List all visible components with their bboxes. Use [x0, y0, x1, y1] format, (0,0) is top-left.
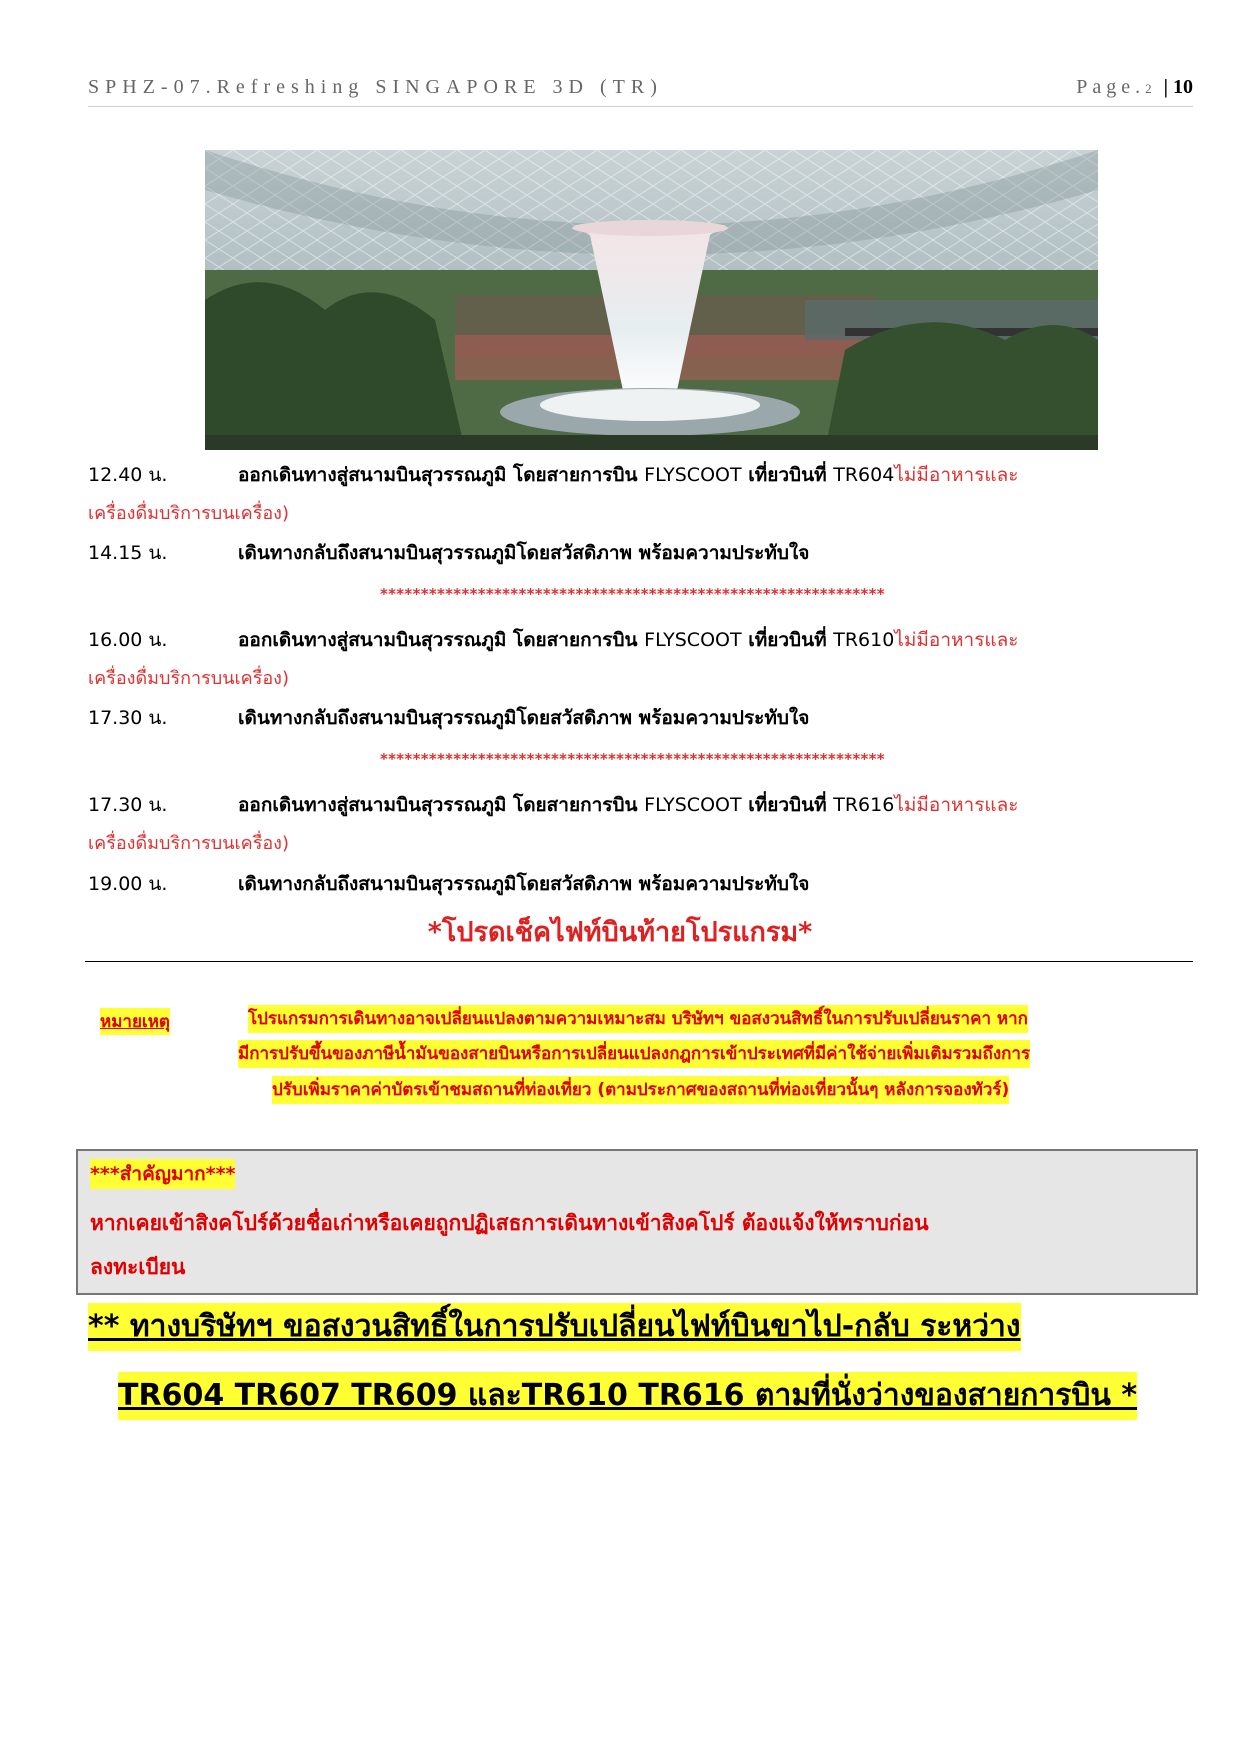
depart-time: 16.00 น.: [88, 629, 168, 651]
arrive-text: เดินทางกลับถึงสนามบินสุวรรณภูมิโดยสวัสดิภาพ พร้อมความประทับใจ: [238, 873, 810, 895]
meal-note: ไม่มีอาหารและ: [894, 629, 1019, 651]
arrive-text: เดินทางกลับถึงสนามบินสุวรรณภูมิโดยสวัสดิภาพ พร้อมความประทับใจ: [238, 707, 810, 729]
disclaimer-line-1: ** ทางบริษัทฯ ขอสงวนสิทธิ์ในการปรับเปลี่ยนไฟท์บินขาไป-กลับ ระหว่าง: [88, 1303, 1021, 1351]
airline-name: FLYSCOOT: [644, 464, 742, 486]
important-line-1: หากเคยเข้าสิงคโปร์ด้วยชื่อเก่าหรือเคยถูกปฏิเสธการเดินทางเข้าสิงคโปร์ ต้องแจ้งให้ทราบก่อน: [90, 1211, 929, 1235]
depart-time: 12.40 น.: [88, 464, 168, 486]
important-label: ***สำคัญมาก***: [90, 1159, 235, 1189]
meal-note-cont: เครื่องดื่มบริการบนเครื่อง): [88, 668, 289, 689]
note-line-2: มีการปรับขึ้นของภาษีน้ำมันของสายบินหรือการเปลี่ยนแปลงกฎการเข้าประเทศที่มีค่าใช้จ่ายเพิ่มเติมรวมถึงการ: [238, 1040, 1030, 1068]
depart-desc: [238, 462, 1019, 488]
depart-text: ออกเดินทางสู่สนามบินสุวรรณภูมิ โดยสายการบิน: [238, 794, 638, 816]
note-label: หมายเหตุ: [100, 1008, 170, 1035]
page-word: Page.: [1076, 76, 1146, 98]
depart-desc: [238, 627, 1019, 653]
depart-text: ออกเดินทางสู่สนามบินสุวรรณภูมิ โดยสายการบิน: [238, 464, 638, 486]
meal-note-cont: เครื่องดื่มบริการบนเครื่อง): [88, 503, 289, 524]
depart-desc: [238, 792, 1019, 818]
disclaimer-line-2: TR604 TR607 TR609 และTR610 TR616 ตามที่นั่งว่างของสายการบิน *: [118, 1372, 1137, 1420]
flight-label: เที่ยวบินที่: [748, 794, 827, 816]
check-flight-notice: *โปรดเช็คไฟท์บินท้ายโปรแกรม*: [427, 917, 813, 948]
airline-name: FLYSCOOT: [644, 629, 742, 651]
airline-name: FLYSCOOT: [644, 794, 742, 816]
important-box: [76, 1149, 1198, 1295]
important-line-2: ลงทะเบียน: [90, 1255, 186, 1279]
separator: **************************************************************: [380, 750, 885, 768]
flight-label: เที่ยวบินที่: [748, 629, 827, 651]
page-header: [88, 76, 1193, 107]
arrive-time: 19.00 น.: [88, 873, 168, 895]
flight-number: TR616: [833, 794, 895, 816]
arrive-time: 14.15 น.: [88, 542, 168, 564]
arrive-text: เดินทางกลับถึงสนามบินสุวรรณภูมิโดยสวัสดิภาพ พร้อมความประทับใจ: [238, 542, 810, 564]
page-small: 2: [1145, 81, 1154, 96]
page-num: | 10: [1163, 76, 1193, 98]
depart-text: ออกเดินทางสู่สนามบินสุวรรณภูมิ โดยสายการบิน: [238, 629, 638, 651]
document-title: SPHZ-07.Refreshing SINGAPORE 3D (TR): [88, 76, 663, 98]
note-line-3: ปรับเพิ่มราคาค่าบัตรเข้าชมสถานที่ท่องเที่ยว (ตามประกาศของสถานที่ท่องเที่ยวนั้นๆ หลังการจองทัวร์): [272, 1076, 1009, 1104]
flight-number: TR610: [833, 629, 895, 651]
jewel-rain-vortex-photo: [205, 150, 1098, 450]
flight-number: TR604: [833, 464, 895, 486]
divider: [85, 961, 1193, 962]
arrive-time: 17.30 น.: [88, 707, 168, 729]
meal-note-cont: เครื่องดื่มบริการบนเครื่อง): [88, 833, 289, 854]
flight-label: เที่ยวบินที่: [748, 464, 827, 486]
separator: **************************************************************: [380, 585, 885, 603]
page-number: [1076, 76, 1193, 99]
meal-note: ไม่มีอาหารและ: [894, 794, 1019, 816]
meal-note: ไม่มีอาหารและ: [894, 464, 1019, 486]
depart-time: 17.30 น.: [88, 794, 168, 816]
note-line-1: โปรแกรมการเดินทางอาจเปลี่ยนแปลงตามความเหมาะสม บริษัทฯ ขอสงวนสิทธิ์ในการปรับเปลี่ยนราคา หาก: [248, 1005, 1028, 1033]
